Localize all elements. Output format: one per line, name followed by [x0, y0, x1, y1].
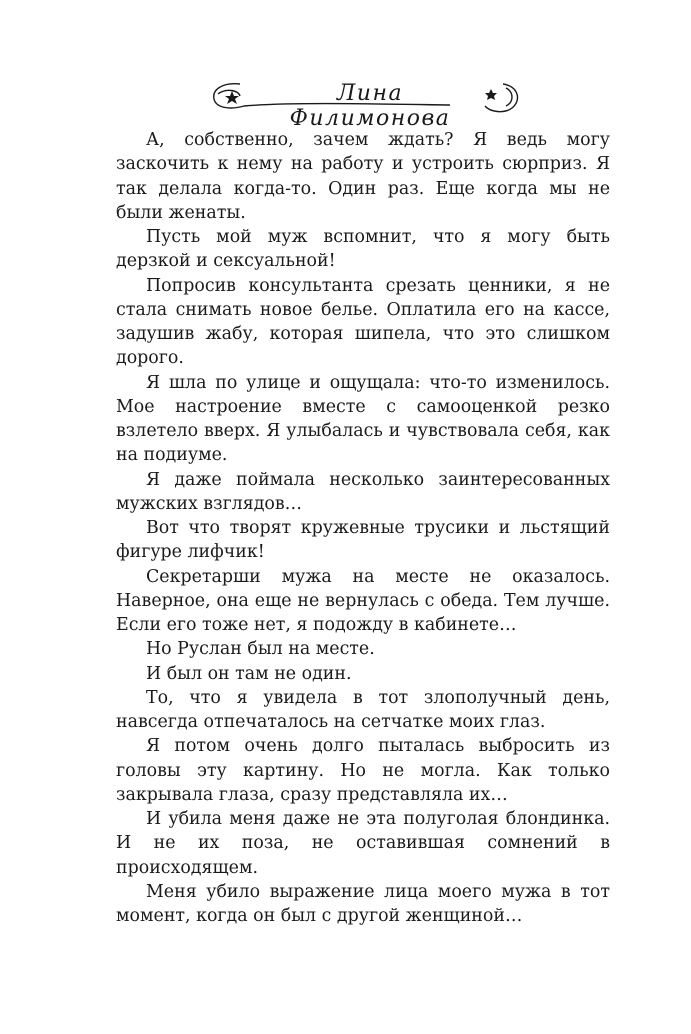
- paragraph: Меня убило выражение лица моего мужа в тот момент, когда он был с другой женщиной…: [116, 881, 610, 926]
- paragraph: Но Руслан был на месте.: [146, 639, 375, 660]
- paragraph: А, собственно, зачем ждать? Я ведь могу заскочить к нему на работу и устроить сюрприз. Я так делала когда-то. Один раз. Еще когда мы не были женаты.: [116, 130, 610, 223]
- paragraph: Я шла по улице и ощущала: что-то изменилось. Мое настроение вместе с самооценкой резко взлетело вверх. Я улыбалась и чувствовала себя, как на подиуме.: [116, 372, 610, 466]
- running-header: [200, 64, 530, 131]
- star-moon-icon: [485, 84, 518, 112]
- paragraph: И был он там не один.: [146, 663, 352, 684]
- paragraph: И убила меня даже не эта полуголая блондинка. И не их поза, не оставившая сомнений в происходящем.: [116, 809, 610, 878]
- page-body-text: [116, 128, 610, 928]
- paragraph: Я потом очень долго пыталась выбросить из головы эту картину. Но не могла. Как только закрывала глаза, сразу представляла их…: [116, 736, 610, 805]
- paragraph: Секретарши мужа на месте не оказалось. Наверное, она еще не вернулась с обеда. Тем лучше. Если его тоже нет, я подожду в кабинете…: [116, 566, 610, 635]
- paragraph: Пусть мой муж вспомнит, что я могу быть дерзкой и сексуальной!: [116, 227, 610, 272]
- paragraph: Я даже поймала несколько заинтересованных мужских взглядов…: [116, 469, 610, 514]
- author-name: Лина Филимонова: [289, 81, 451, 131]
- paragraph: Вот что творят кружевные трусики и льстящий фигуре лифчик!: [116, 518, 610, 563]
- paragraph: Попросив консультанта срезать ценники, я не стала снимать новое белье. Оплатила его на кассе, задушив жабу, которая шипела, что это слишком дорого.: [116, 275, 610, 369]
- paragraph: То, что я увидела в тот злополучный день, навсегда отпечаталось на сетчатке моих глаз.: [116, 687, 610, 732]
